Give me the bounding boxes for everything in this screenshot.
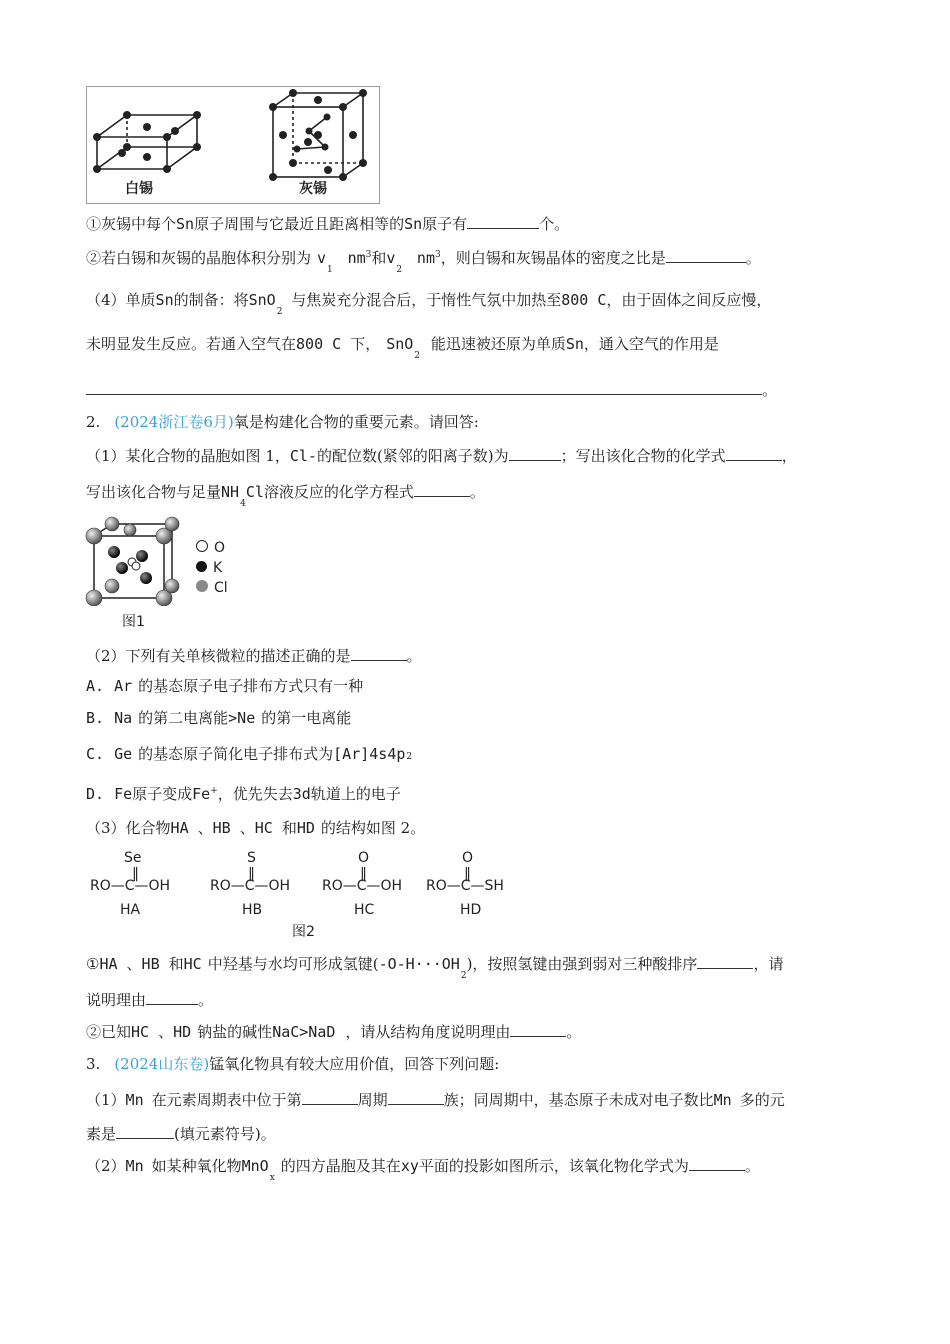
q3-part1-line1: （1）Mn 在元素周期表中位于第 周期 族；同周期中，基态原子未成对电子数比Mn 多的元 (86, 1091, 785, 1109)
q1-part4-answer-line: 。 (86, 380, 777, 400)
struct-hc-top: O (358, 850, 370, 866)
q3-source: (2024山东卷) (114, 1055, 210, 1073)
double-bond-icon: ‖ (360, 866, 367, 882)
q1-part4-line1: （4）单质Sn的制备：将SnO$_2$ 与焦炭充分混合后，于惰性气氛中加热至800 C，由于固体之间反应慢， (86, 291, 772, 317)
option-c[interactable]: C. Ge 的基态原子简化电子排布式为[Ar]4s4p2 (86, 745, 413, 763)
q3-part2-line: （2）Mn 如某种氧化物MnO$_x$的四方晶胞及其在xy平面的投影如图所示，该氧化物化学式为 。 (86, 1157, 760, 1183)
figure-2-caption: 图2 (292, 924, 315, 940)
struct-ha-name: HA (120, 902, 141, 918)
legend-cl: Cl (196, 578, 228, 598)
struct-ha-top: Se (124, 850, 142, 866)
oxygen-circle-icon (196, 540, 208, 552)
struct-hb-name: HB (242, 902, 263, 918)
q2-header: 2. (2024浙江卷6月)氧是构建化合物的重要元素。请回答: (86, 413, 479, 431)
q2-part1-line2: 写出该化合物与足量$NH_4Cl$溶液反应的化学方程式 。 (86, 483, 485, 509)
double-bond-icon: ‖ (464, 866, 471, 882)
struct-ha-body: RO—C—OH (90, 878, 171, 894)
chlorine-circle-icon (196, 580, 208, 592)
figure-1-crystal (84, 516, 244, 636)
answer-blank[interactable] (116, 1124, 174, 1139)
legend-k: K (196, 558, 222, 578)
white-tin-label: 白锡 (125, 181, 153, 197)
answer-blank[interactable] (689, 1156, 745, 1171)
struct-hd-top: O (462, 850, 474, 866)
answer-blank[interactable] (467, 214, 539, 229)
answer-blank[interactable] (726, 446, 782, 461)
answer-blank[interactable] (146, 990, 198, 1005)
q2-source: (2024浙江卷6月) (114, 413, 234, 431)
answer-blank[interactable] (388, 1090, 444, 1105)
answer-blank[interactable] (351, 646, 407, 661)
option-a[interactable]: A. Ar 的基态原子电子排布方式只有一种 (86, 677, 364, 695)
struct-hb-body: RO—C—OH (210, 878, 291, 894)
answer-blank[interactable] (86, 380, 762, 395)
struct-hc-name: HC (354, 902, 375, 918)
double-bond-icon: ‖ (248, 866, 255, 882)
answer-blank[interactable] (697, 954, 753, 969)
struct-hc-body: RO—C—OH (322, 878, 403, 894)
q2-part3-sub2-line: ②已知HC 、HD 钠盐的碱性NaC>NaD ，请从结构角度说明理由 。 (86, 1023, 582, 1041)
q2-part2-line: （2）下列有关单核微粒的描述正确的是 。 (86, 647, 422, 665)
q2-part3-line: （3）化合物HA 、HB 、HC 和HD 的结构如图 2。 (86, 819, 426, 837)
figure-2-structures (86, 846, 526, 942)
double-bond-icon: ‖ (132, 866, 139, 882)
q2-part1-line1: （1）某化合物的晶胞如图 1，Cl-的配位数(紧邻的阳离子数)为 ；写出该化合物的化学式 ， (86, 447, 797, 465)
option-d[interactable]: D. Fe原子变成Fe+，优先失去3d轨道上的电子 (86, 785, 401, 803)
struct-hd-body: RO—C—SH (426, 878, 504, 894)
q1-sub1-line: ①灰锡中每个Sn原子周围与它最近且距离相等的Sn原子有 个。 (86, 215, 570, 233)
struct-hd-name: HD (460, 902, 482, 918)
q3-part1-line2: 素是 (填元素符号)。 (86, 1125, 276, 1143)
answer-blank[interactable] (509, 446, 561, 461)
struct-hb-top: S (247, 850, 256, 866)
q1-sub2-line: ②若白锡和灰锡的晶胞体积分别为 $v_1$ $nm^3$和$v_2$ $nm^3$，则白锡和灰锡晶体的密度之比是 。 (86, 249, 761, 275)
q2-part3-sub1-line1: ①HA 、HB 和HC 中羟基与水均可形成氢键$(-O-H\cdot\cdot\cdot OH_2)$，按照氢键由强到弱对三种酸排序 ，请 (86, 955, 784, 981)
q3-header: 3. (2024山东卷)锰氧化物具有较大应用价值，回答下列问题: (86, 1055, 500, 1073)
answer-blank[interactable] (510, 1022, 566, 1037)
tin-crystal-figure (86, 86, 380, 204)
answer-blank[interactable] (666, 248, 746, 263)
answer-blank[interactable] (414, 482, 470, 497)
answer-blank[interactable] (302, 1090, 358, 1105)
potassium-circle-icon (196, 561, 207, 572)
grey-tin-label: 灰锡 (299, 181, 327, 197)
q2-part3-sub1-line2: 说明理由 。 (86, 991, 214, 1009)
figure-1-caption: 图1 (122, 614, 145, 630)
q1-part4-line2: 未明显发生反应。若通入空气在800 C 下， SnO$_2$ 能迅速被还原为单质Sn，通入空气的作用是 (86, 335, 719, 361)
legend-o: O (196, 538, 225, 558)
option-b[interactable]: B. Na 的第二电离能>Ne 的第一电离能 (86, 709, 352, 727)
